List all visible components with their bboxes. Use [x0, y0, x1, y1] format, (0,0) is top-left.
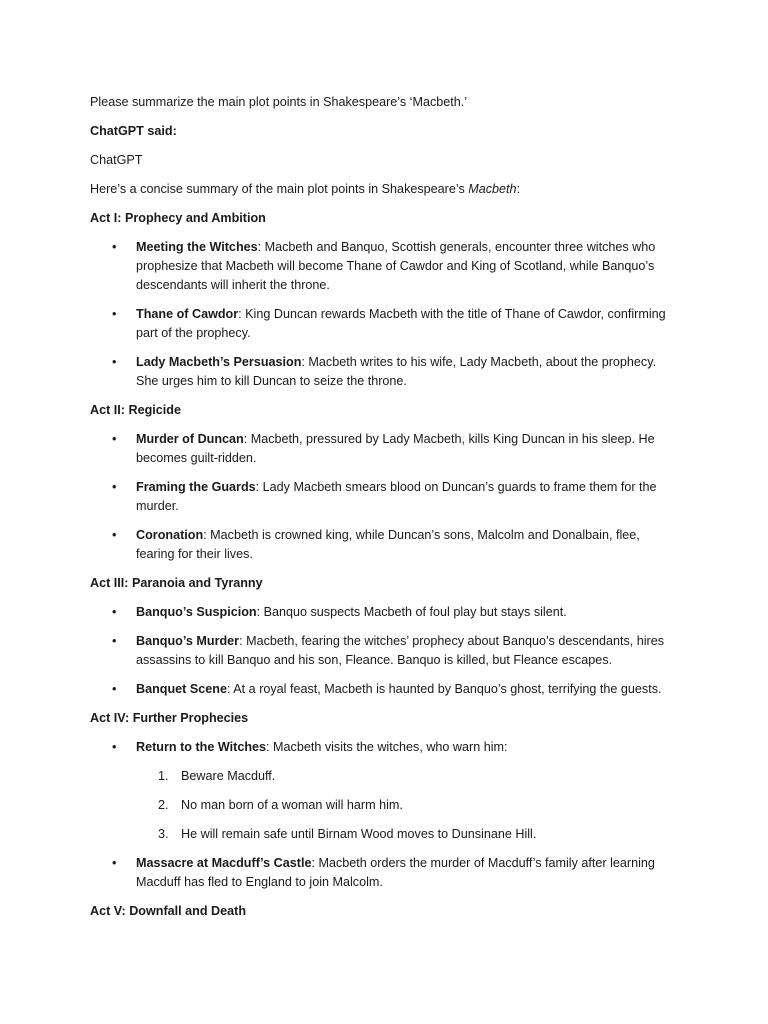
assistant-name: ChatGPT [90, 153, 143, 167]
warning-text: He will remain safe until Birnam Wood moves to Dunsinane Hill. [181, 827, 537, 841]
act-list [90, 738, 678, 892]
item-number: 2. [158, 798, 169, 812]
act-list [90, 603, 678, 699]
list-item [90, 738, 678, 844]
bullet-icon: • [112, 634, 117, 648]
list-item [90, 430, 678, 468]
item-term: Lady Macbeth’s Persuasion [136, 355, 302, 369]
item-term: Murder of Duncan [136, 432, 244, 446]
warning-item [136, 796, 678, 815]
list-item [90, 353, 678, 391]
item-text: : Macbeth is crowned king, while Duncan’s sons, Malcolm and Donalbain, flee, fearing for their lives. [136, 528, 640, 561]
item-text: : Macbeth and Banquo, Scottish generals, encounter three witches who prophesize that Macbeth will become Thane of Cawdor and King of Scotland, while Banquo’s descendants will inherit the throne. [136, 240, 656, 292]
item-text: : At a royal feast, Macbeth is haunted by Banquo’s ghost, terrifying the guests. [226, 682, 662, 696]
list-item [90, 478, 678, 516]
item-term: Banquo’s Murder [136, 634, 240, 648]
intro-title-italic: Macbeth [468, 182, 517, 196]
item-term: Meeting the Witches [136, 240, 258, 254]
item-text: : Macbeth, pressured by Lady Macbeth, kills King Duncan in his sleep. He becomes guilt-ridden. [136, 432, 655, 465]
bullet-icon: • [112, 240, 117, 254]
intro-colon: : [516, 182, 521, 196]
act-list [90, 430, 678, 564]
list-item [90, 526, 678, 564]
bullet-icon: • [112, 355, 117, 369]
act-heading: Act II: Regicide [90, 403, 181, 417]
warnings-list [136, 767, 678, 844]
bullet-icon: • [112, 605, 117, 619]
bullet-icon: • [112, 480, 117, 494]
bullet-icon: • [112, 432, 117, 446]
list-item [90, 854, 678, 892]
act-heading: Act IV: Further Prophecies [90, 711, 249, 725]
warning-item [136, 767, 678, 786]
item-term: Banquo’s Suspicion [136, 605, 257, 619]
item-text: : Banquo suspects Macbeth of foul play but stays silent. [256, 605, 567, 619]
item-number: 1. [158, 769, 169, 783]
item-text: : Macbeth visits the witches, who warn him: [266, 740, 508, 754]
list-item [90, 632, 678, 670]
bullet-icon: • [112, 856, 117, 870]
item-term: Return to the Witches [136, 740, 267, 754]
item-text: : King Duncan rewards Macbeth with the title of Thane of Cawdor, confirming part of the prophecy. [136, 307, 666, 340]
act-heading: Act I: Prophecy and Ambition [90, 211, 266, 225]
user-prompt: Please summarize the main plot points in Shakespeare’s ‘Macbeth.’ [90, 95, 468, 109]
bullet-icon: • [112, 528, 117, 542]
bullet-icon: • [112, 740, 117, 754]
warning-text: No man born of a woman will harm him. [181, 798, 403, 812]
intro-text: Here’s a concise summary of the main plot points in Shakespeare’s [90, 182, 469, 196]
item-number: 3. [158, 827, 169, 841]
item-term: Banquet Scene [136, 682, 227, 696]
item-text: : Lady Macbeth smears blood on Duncan’s guards to frame them for the murder. [136, 480, 657, 513]
list-item [90, 238, 678, 295]
item-text: : Macbeth writes to his wife, Lady Macbeth, about the prophecy. She urges him to kill Duncan to seize the throne. [136, 355, 657, 388]
item-term: Thane of Cawdor [136, 307, 239, 321]
bullet-icon: • [112, 682, 117, 696]
act-list [90, 238, 678, 391]
item-term: Framing the Guards [136, 480, 256, 494]
warning-text: Beware Macduff. [181, 769, 276, 783]
assistant-label: ChatGPT said: [90, 124, 177, 138]
item-text: : Macbeth, fearing the witches’ prophecy about Banquo’s descendants, hires assassins to kill Banquo and his son, Fleance. Banquo is killed, but Fleance escapes. [136, 634, 665, 667]
act-heading: Act V: Downfall and Death [90, 904, 247, 918]
list-item [90, 305, 678, 343]
act-heading: Act III: Paranoia and Tyranny [90, 576, 263, 590]
item-term: Coronation [136, 528, 204, 542]
item-term: Massacre at Macduff’s Castle [136, 856, 312, 870]
warning-item [136, 825, 678, 844]
intro-sentence [90, 180, 678, 199]
list-item [90, 680, 678, 699]
item-text: : Macbeth orders the murder of Macduff’s family after learning Macduff has fled to England to join Malcolm. [136, 856, 655, 889]
bullet-icon: • [112, 307, 117, 321]
list-item [90, 603, 678, 622]
